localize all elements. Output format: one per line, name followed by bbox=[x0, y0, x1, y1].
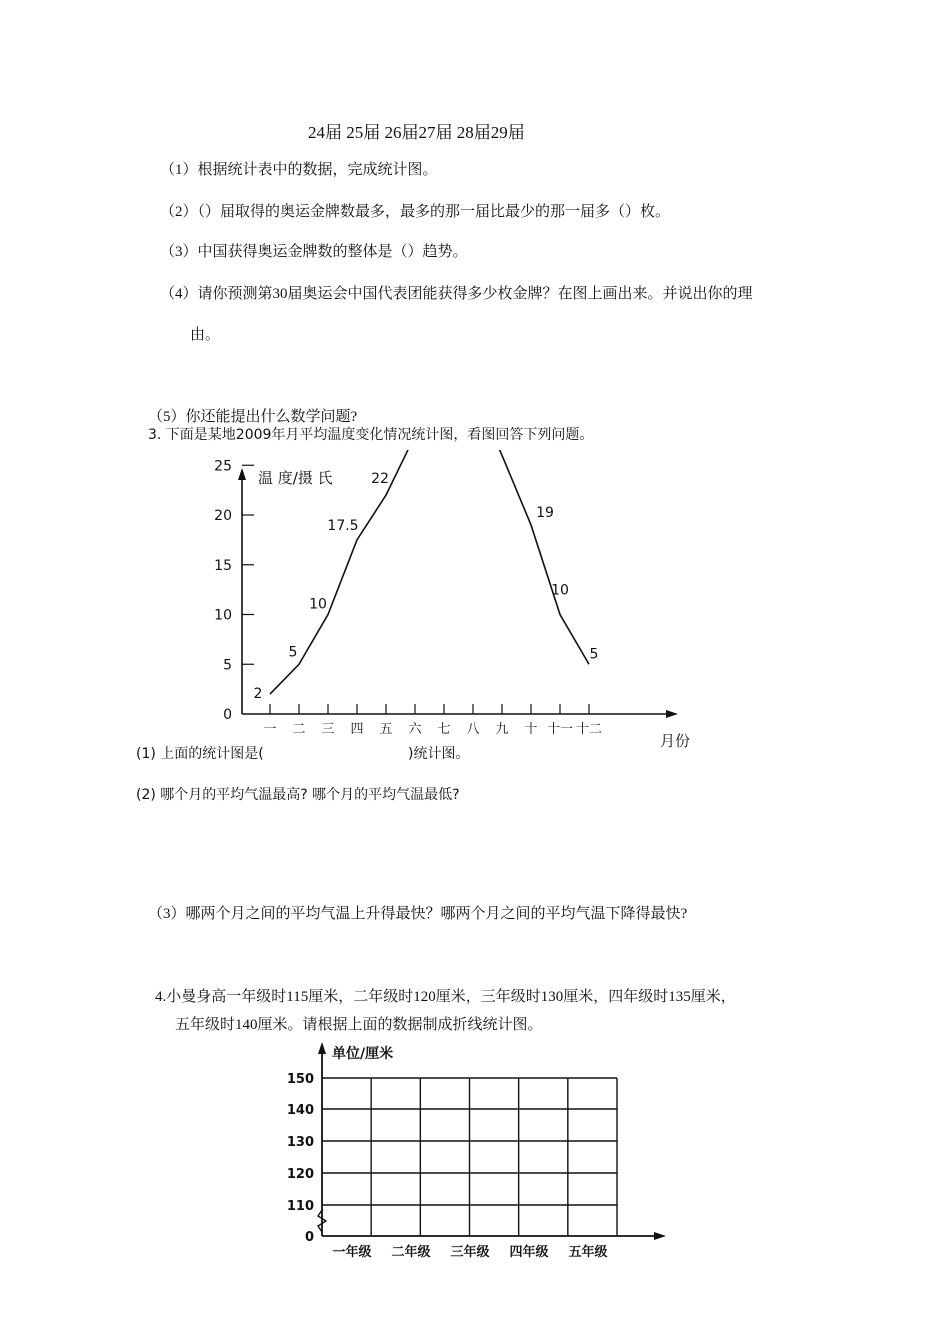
q2-item-4: （4）请你预测第30届奥运会中国代表团能获得多少枚金牌？在图上画出来。并说出你的理 bbox=[160, 286, 753, 302]
height-chart-yticks bbox=[287, 1072, 314, 1245]
x-tick-label: 六 bbox=[408, 722, 422, 737]
height-chart-ylabel: 单位/厘米 bbox=[332, 1046, 394, 1062]
y-axis-arrow bbox=[238, 468, 246, 480]
x-tick-label: 四 bbox=[350, 722, 364, 737]
temperature-chart-xlabel: 月份 bbox=[660, 732, 691, 750]
data-label: 10 bbox=[309, 596, 327, 613]
x-tick-label: 四年级 bbox=[509, 1245, 549, 1260]
q2-item-4-cont: 由。 bbox=[190, 327, 221, 343]
q3-question-3: （3）哪两个月之间的平均气温上升得最快？哪两个月之间的平均气温下降得最快? bbox=[148, 906, 688, 922]
y-tick-label: 120 bbox=[286, 1167, 314, 1182]
q4-line-1: 4.小曼身高一年级时115厘米，二年级时120厘米，三年级时130厘米，四年级时135厘米， bbox=[155, 989, 736, 1005]
data-label: 22 bbox=[371, 471, 389, 488]
temperature-chart-ylabel: 温 度/摄 氏 bbox=[258, 469, 333, 487]
data-label: 17.5 bbox=[327, 517, 359, 534]
q3-question-1b: )统计图。 bbox=[408, 746, 470, 762]
x-tick-label: 十 bbox=[524, 722, 538, 737]
q3-question-1a: (1) 上面的统计图是( bbox=[136, 746, 264, 762]
x-axis-arrow bbox=[666, 710, 678, 718]
header-line: 24届 25届 26届27届 28届29届 bbox=[308, 123, 525, 142]
data-label: 19 bbox=[536, 504, 554, 521]
data-label: 5 bbox=[589, 646, 599, 663]
height-chart-grid-lines bbox=[322, 1078, 617, 1236]
q4-line-2: 五年级时140厘米。请根据上面的数据制成折线统计图。 bbox=[175, 1017, 543, 1033]
x-tick-label: 一年级 bbox=[332, 1245, 372, 1260]
q3-question-2: (2) 哪个月的平均气温最高? 哪个月的平均气温最低? bbox=[136, 787, 460, 803]
q3-title: 3. 下面是某地2009年月平均温度变化情况统计图，看图回答下列问题。 bbox=[148, 427, 594, 443]
x-tick-label: 一 bbox=[263, 722, 277, 737]
data-label: 2 bbox=[253, 686, 263, 703]
x-tick-label: 八 bbox=[466, 722, 480, 737]
height-chart-grid bbox=[0, 1040, 950, 1270]
x-tick-label: 九 bbox=[495, 722, 509, 737]
q2-item-2: （2）（）届取得的奥运金牌数最多，最多的那一届比最少的那一届多（）枚。 bbox=[160, 204, 671, 220]
q2-item-5: （5）你还能提出什么数学问题? bbox=[148, 409, 358, 425]
x-tick-label: 五年级 bbox=[568, 1245, 608, 1260]
data-label: 5 bbox=[288, 644, 298, 661]
y-tick-label: 130 bbox=[286, 1135, 314, 1150]
x-tick-label: 二 bbox=[292, 722, 306, 737]
x-tick-label: 三 bbox=[321, 722, 335, 737]
x-axis-arrow bbox=[654, 1232, 666, 1240]
y-tick-label: 10 bbox=[214, 607, 232, 624]
y-tick-label: 5 bbox=[223, 657, 232, 674]
temperature-chart bbox=[0, 450, 950, 780]
x-tick-label: 二年级 bbox=[391, 1245, 431, 1260]
y-tick-label: 150 bbox=[286, 1072, 314, 1087]
temperature-chart-axes bbox=[238, 468, 678, 718]
y-tick-label: 20 bbox=[214, 508, 232, 524]
x-tick-label: 五 bbox=[379, 722, 393, 737]
temperature-chart-yticks bbox=[214, 450, 254, 723]
q2-item-1: （1）根据统计表中的数据，完成统计图。 bbox=[160, 162, 438, 178]
y-tick-label: 25 bbox=[214, 458, 232, 475]
y-tick-label: 140 bbox=[286, 1103, 314, 1118]
x-tick-label: 十一 bbox=[546, 722, 574, 737]
x-tick-label: 三年级 bbox=[450, 1245, 490, 1260]
data-label: 10 bbox=[551, 582, 569, 599]
temperature-chart-xticks bbox=[263, 704, 602, 737]
x-tick-label: 十二 bbox=[575, 722, 603, 737]
y-tick-label: 0 bbox=[223, 707, 232, 723]
x-tick-label: 七 bbox=[437, 722, 451, 737]
height-chart-xticks bbox=[332, 1244, 607, 1260]
y-axis-arrow bbox=[318, 1042, 326, 1054]
y-tick-label: 110 bbox=[286, 1199, 314, 1214]
q2-item-3: （3）中国获得奥运金牌数的整体是（）趋势。 bbox=[160, 244, 468, 260]
y-tick-label: 15 bbox=[214, 557, 232, 574]
y-tick-label: 0 bbox=[304, 1230, 314, 1245]
